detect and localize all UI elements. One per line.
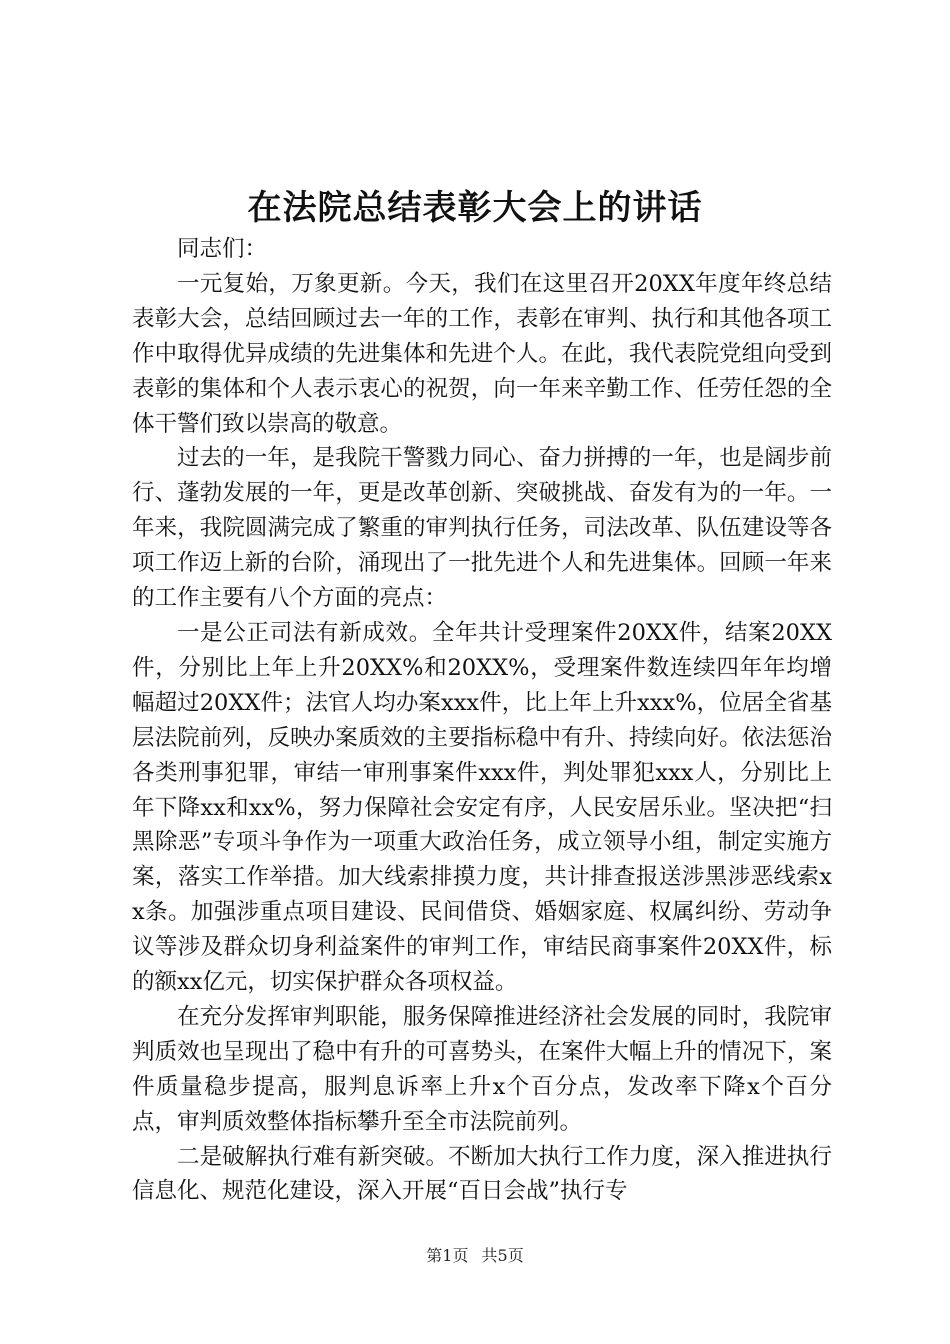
body-paragraph: 一是公正司法有新成效。全年共计受理案件20XX件，结案20XX件，分别比上年上升20XX%和20XX%，受理案件数连续四年年均增幅超过20XX件；法官人均办案xxx件，比上年上升xxx%，位居全省基层法院前列，反映办案质效的主要指标稳中有升、持续向好。依法惩治各类刑事犯罪，审结一审刑事案件xxx件，判处罪犯xxx人，分别比上年下降xx和xx%，努力保障社会安定有序，人民安居乐业。坚决把“扫黑除恶”专项斗争作为一项重大政治任务，成立领导小组，制定实施方案，落实工作举措。加大线索排摸力度，共计排查报送涉黑涉恶线索xx条。加强涉重点项目建设、民间借贷、婚姻家庭、权属纠纷、劳动争议等涉及群众切身利益案件的审判工作，审结民商事案件20XX件，标的额xx亿元，切实保护群众各项权益。 xyxy=(132,619,832,996)
page-total: 共5页 xyxy=(481,1246,524,1265)
page-number: 第1页 xyxy=(426,1246,469,1265)
body-paragraph: 在充分发挥审判职能，服务保障推进经济社会发展的同时，我院审判质效也呈现出了稳中有升的可喜势头，在案件大幅上升的情况下，案件质量稳步提高，服判息诉率上升x个百分点，发改率下降x个百分点，审判质效整体指标攀升至全市法院前列。 xyxy=(132,1003,832,1135)
document-body xyxy=(132,232,832,1209)
body-paragraph: 二是破解执行难有新突破。不断加大执行工作力度，深入推进执行信息化、规范化建设，深入开展“百日会战”执行专 xyxy=(132,1143,832,1205)
document-title: 在法院总结表彰大会上的讲话 xyxy=(247,188,703,228)
page-footer xyxy=(0,1244,950,1268)
salutation-paragraph: 同志们： xyxy=(177,236,268,262)
body-paragraph: 过去的一年，是我院干警戮力同心、奋力拼搏的一年，也是阔步前行、蓬勃发展的一年，更是改革创新、突破挑战、奋发有为的一年。一年来，我院圆满完成了繁重的审判执行任务，司法改革、队伍建设等各项工作迈上新的台阶，涌现出了一批先进个人和先进集体。回顾一年来的工作主要有八个方面的亮点： xyxy=(132,445,832,612)
body-paragraph: 一元复始，万象更新。今天，我们在这里召开20XX年度年终总结表彰大会，总结回顾过去一年的工作，表彰在审判、执行和其他各项工作中取得优异成绩的先进集体和先进个人。在此，我代表院党组向受到表彰的集体和个人表示衷心的祝贺，向一年来辛勤工作、任劳任怨的全体干警们致以崇高的敬意。 xyxy=(132,270,832,437)
